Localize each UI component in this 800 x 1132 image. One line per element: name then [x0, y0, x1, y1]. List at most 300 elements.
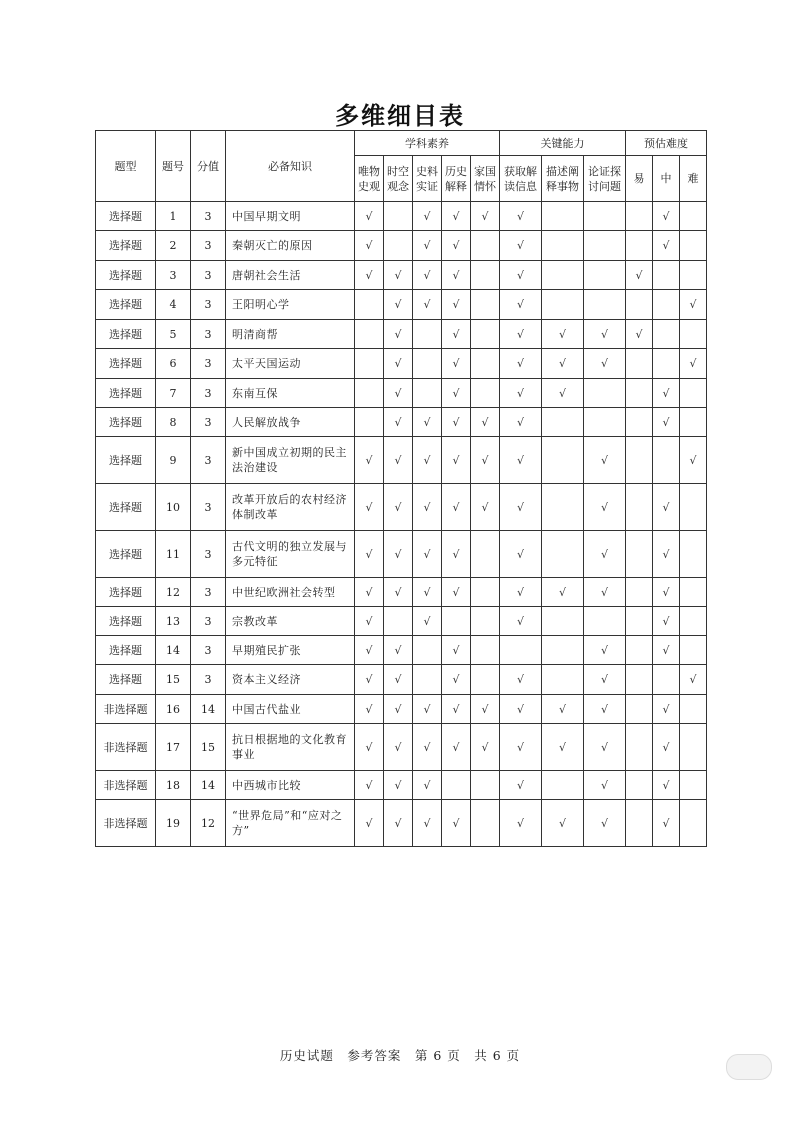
- question-score-cell: 3: [191, 349, 226, 379]
- check-mark: √: [542, 800, 584, 847]
- empty-cell: [542, 484, 584, 531]
- check-mark: √: [384, 320, 413, 349]
- check-mark: √: [442, 320, 471, 349]
- question-type-cell: 选择题: [96, 531, 156, 578]
- knowledge-cell: 宗教改革: [226, 607, 355, 636]
- empty-cell: [680, 800, 707, 847]
- knowledge-cell: 古代文明的独立发展与多元特征: [226, 531, 355, 578]
- table-row: [96, 607, 707, 636]
- empty-cell: [542, 231, 584, 261]
- check-mark: √: [355, 202, 384, 231]
- table-row: [96, 379, 707, 408]
- check-mark: √: [413, 800, 442, 847]
- check-mark: √: [384, 290, 413, 320]
- table-row: [96, 484, 707, 531]
- check-mark: √: [653, 578, 680, 607]
- empty-cell: [626, 484, 653, 531]
- check-mark: √: [413, 578, 442, 607]
- table-row: [96, 578, 707, 607]
- check-mark: √: [500, 665, 542, 695]
- specification-table: [95, 130, 707, 847]
- check-mark: √: [442, 408, 471, 437]
- empty-cell: [542, 531, 584, 578]
- empty-cell: [542, 665, 584, 695]
- check-mark: √: [413, 607, 442, 636]
- watermark-badge: [726, 1054, 772, 1080]
- check-mark: √: [384, 800, 413, 847]
- knowledge-cell: 中世纪欧洲社会转型: [226, 578, 355, 607]
- empty-cell: [653, 665, 680, 695]
- table-row: [96, 437, 707, 484]
- check-mark: √: [355, 231, 384, 261]
- empty-cell: [584, 379, 626, 408]
- knowledge-cell: 中国古代盐业: [226, 695, 355, 724]
- question-score-cell: 14: [191, 695, 226, 724]
- empty-cell: [471, 771, 500, 800]
- empty-cell: [413, 320, 442, 349]
- empty-cell: [584, 261, 626, 290]
- empty-cell: [355, 349, 384, 379]
- check-mark: √: [584, 636, 626, 665]
- check-mark: √: [355, 578, 384, 607]
- empty-cell: [413, 379, 442, 408]
- check-mark: √: [542, 320, 584, 349]
- empty-cell: [542, 408, 584, 437]
- table-row: [96, 408, 707, 437]
- header-difficulty-medium: 中: [653, 156, 680, 202]
- table-row: [96, 349, 707, 379]
- check-mark: √: [500, 408, 542, 437]
- question-type-cell: 选择题: [96, 607, 156, 636]
- header-literacy-4: 历史解释: [442, 156, 471, 202]
- empty-cell: [471, 665, 500, 695]
- question-type-cell: 选择题: [96, 437, 156, 484]
- empty-cell: [584, 607, 626, 636]
- check-mark: √: [584, 484, 626, 531]
- check-mark: √: [471, 437, 500, 484]
- knowledge-cell: 抗日根据地的文化教育事业: [226, 724, 355, 771]
- empty-cell: [471, 231, 500, 261]
- table-row: [96, 636, 707, 665]
- check-mark: √: [653, 695, 680, 724]
- header-type: 题型: [96, 131, 156, 202]
- check-mark: √: [500, 202, 542, 231]
- question-score-cell: 3: [191, 320, 226, 349]
- check-mark: √: [653, 484, 680, 531]
- check-mark: √: [500, 261, 542, 290]
- check-mark: √: [442, 724, 471, 771]
- header-difficulty-easy: 易: [626, 156, 653, 202]
- empty-cell: [471, 636, 500, 665]
- header-row-top: [96, 131, 707, 156]
- check-mark: √: [355, 261, 384, 290]
- question-type-cell: 选择题: [96, 408, 156, 437]
- check-mark: √: [355, 636, 384, 665]
- check-mark: √: [384, 724, 413, 771]
- question-score-cell: 3: [191, 231, 226, 261]
- check-mark: √: [413, 261, 442, 290]
- check-mark: √: [413, 695, 442, 724]
- question-number-cell: 7: [156, 379, 191, 408]
- header-literacy-1: 唯物史观: [355, 156, 384, 202]
- empty-cell: [413, 636, 442, 665]
- empty-cell: [626, 349, 653, 379]
- empty-cell: [626, 437, 653, 484]
- question-number-cell: 5: [156, 320, 191, 349]
- check-mark: √: [413, 408, 442, 437]
- question-type-cell: 选择题: [96, 261, 156, 290]
- check-mark: √: [653, 202, 680, 231]
- empty-cell: [680, 636, 707, 665]
- question-score-cell: 3: [191, 607, 226, 636]
- check-mark: √: [355, 484, 384, 531]
- empty-cell: [500, 636, 542, 665]
- empty-cell: [680, 231, 707, 261]
- check-mark: √: [584, 320, 626, 349]
- check-mark: √: [384, 408, 413, 437]
- empty-cell: [442, 607, 471, 636]
- empty-cell: [680, 695, 707, 724]
- check-mark: √: [384, 695, 413, 724]
- check-mark: √: [680, 437, 707, 484]
- empty-cell: [542, 437, 584, 484]
- check-mark: √: [542, 349, 584, 379]
- check-mark: √: [384, 578, 413, 607]
- empty-cell: [413, 349, 442, 379]
- check-mark: √: [355, 800, 384, 847]
- question-type-cell: 非选择题: [96, 724, 156, 771]
- empty-cell: [442, 771, 471, 800]
- empty-cell: [626, 408, 653, 437]
- knowledge-cell: 新中国成立初期的民主法治建设: [226, 437, 355, 484]
- empty-cell: [384, 231, 413, 261]
- check-mark: √: [355, 437, 384, 484]
- check-mark: √: [500, 290, 542, 320]
- check-mark: √: [442, 261, 471, 290]
- check-mark: √: [471, 484, 500, 531]
- empty-cell: [680, 724, 707, 771]
- check-mark: √: [355, 771, 384, 800]
- empty-cell: [680, 484, 707, 531]
- check-mark: √: [442, 231, 471, 261]
- check-mark: √: [680, 290, 707, 320]
- check-mark: √: [384, 261, 413, 290]
- question-number-cell: 16: [156, 695, 191, 724]
- question-score-cell: 3: [191, 202, 226, 231]
- check-mark: √: [442, 379, 471, 408]
- empty-cell: [626, 607, 653, 636]
- header-knowledge: 必备知识: [226, 131, 355, 202]
- question-number-cell: 9: [156, 437, 191, 484]
- question-score-cell: 3: [191, 437, 226, 484]
- empty-cell: [471, 349, 500, 379]
- table-row: [96, 724, 707, 771]
- check-mark: √: [500, 484, 542, 531]
- knowledge-cell: 太平天国运动: [226, 349, 355, 379]
- table-row: [96, 261, 707, 290]
- knowledge-cell: 东南互保: [226, 379, 355, 408]
- check-mark: √: [542, 724, 584, 771]
- empty-cell: [626, 636, 653, 665]
- empty-cell: [680, 320, 707, 349]
- question-number-cell: 1: [156, 202, 191, 231]
- check-mark: √: [442, 437, 471, 484]
- header-literacy-2: 时空观念: [384, 156, 413, 202]
- check-mark: √: [413, 231, 442, 261]
- question-number-cell: 10: [156, 484, 191, 531]
- check-mark: √: [384, 531, 413, 578]
- check-mark: √: [500, 531, 542, 578]
- check-mark: √: [471, 202, 500, 231]
- empty-cell: [542, 202, 584, 231]
- check-mark: √: [442, 484, 471, 531]
- knowledge-cell: 中西城市比较: [226, 771, 355, 800]
- question-type-cell: 非选择题: [96, 695, 156, 724]
- empty-cell: [471, 320, 500, 349]
- empty-cell: [384, 202, 413, 231]
- question-type-cell: 选择题: [96, 578, 156, 607]
- empty-cell: [653, 261, 680, 290]
- question-type-cell: 选择题: [96, 349, 156, 379]
- check-mark: √: [413, 531, 442, 578]
- knowledge-cell: “世界危局”和“应对之方”: [226, 800, 355, 847]
- knowledge-cell: 早期殖民扩张: [226, 636, 355, 665]
- question-number-cell: 6: [156, 349, 191, 379]
- check-mark: √: [384, 349, 413, 379]
- check-mark: √: [680, 665, 707, 695]
- check-mark: √: [584, 771, 626, 800]
- check-mark: √: [355, 724, 384, 771]
- question-score-cell: 3: [191, 531, 226, 578]
- check-mark: √: [542, 379, 584, 408]
- check-mark: √: [653, 379, 680, 408]
- check-mark: √: [442, 290, 471, 320]
- check-mark: √: [500, 695, 542, 724]
- empty-cell: [626, 231, 653, 261]
- empty-cell: [471, 379, 500, 408]
- check-mark: √: [413, 290, 442, 320]
- question-number-cell: 18: [156, 771, 191, 800]
- empty-cell: [471, 578, 500, 607]
- empty-cell: [584, 408, 626, 437]
- check-mark: √: [471, 724, 500, 771]
- table-row: [96, 695, 707, 724]
- check-mark: √: [542, 578, 584, 607]
- check-mark: √: [442, 531, 471, 578]
- check-mark: √: [653, 231, 680, 261]
- header-difficulty-hard: 难: [680, 156, 707, 202]
- empty-cell: [653, 349, 680, 379]
- check-mark: √: [584, 578, 626, 607]
- header-group-difficulty: 预估难度: [626, 131, 707, 156]
- check-mark: √: [471, 408, 500, 437]
- empty-cell: [680, 578, 707, 607]
- header-ability-3: 论证探讨问题: [584, 156, 626, 202]
- header-ability-1: 获取解读信息: [500, 156, 542, 202]
- question-score-cell: 12: [191, 800, 226, 847]
- check-mark: √: [653, 607, 680, 636]
- question-type-cell: 选择题: [96, 636, 156, 665]
- check-mark: √: [584, 349, 626, 379]
- question-score-cell: 3: [191, 379, 226, 408]
- check-mark: √: [584, 724, 626, 771]
- empty-cell: [626, 665, 653, 695]
- question-score-cell: 3: [191, 261, 226, 290]
- check-mark: √: [653, 531, 680, 578]
- question-type-cell: 选择题: [96, 202, 156, 231]
- header-group-ability: 关键能力: [500, 131, 626, 156]
- empty-cell: [471, 531, 500, 578]
- header-ability-2: 描述阐释事物: [542, 156, 584, 202]
- check-mark: √: [584, 531, 626, 578]
- empty-cell: [680, 202, 707, 231]
- question-type-cell: 选择题: [96, 665, 156, 695]
- check-mark: √: [413, 437, 442, 484]
- check-mark: √: [471, 695, 500, 724]
- check-mark: √: [542, 695, 584, 724]
- check-mark: √: [680, 349, 707, 379]
- check-mark: √: [500, 607, 542, 636]
- table-row: [96, 800, 707, 847]
- check-mark: √: [442, 578, 471, 607]
- question-score-cell: 3: [191, 484, 226, 531]
- question-number-cell: 17: [156, 724, 191, 771]
- empty-cell: [680, 408, 707, 437]
- question-type-cell: 选择题: [96, 379, 156, 408]
- table-row: [96, 231, 707, 261]
- empty-cell: [626, 531, 653, 578]
- question-number-cell: 19: [156, 800, 191, 847]
- question-score-cell: 3: [191, 636, 226, 665]
- question-type-cell: 非选择题: [96, 800, 156, 847]
- check-mark: √: [653, 408, 680, 437]
- check-mark: √: [653, 800, 680, 847]
- empty-cell: [355, 290, 384, 320]
- empty-cell: [584, 202, 626, 231]
- check-mark: √: [413, 484, 442, 531]
- question-score-cell: 3: [191, 578, 226, 607]
- check-mark: √: [413, 771, 442, 800]
- empty-cell: [584, 231, 626, 261]
- empty-cell: [413, 665, 442, 695]
- page-footer: 历史试题 参考答案 第 6 页 共 6 页: [279, 1048, 521, 1063]
- table-row: [96, 771, 707, 800]
- check-mark: √: [355, 531, 384, 578]
- question-number-cell: 2: [156, 231, 191, 261]
- empty-cell: [384, 607, 413, 636]
- table-row: [96, 202, 707, 231]
- check-mark: √: [384, 665, 413, 695]
- empty-cell: [680, 379, 707, 408]
- header-literacy-5: 家国情怀: [471, 156, 500, 202]
- check-mark: √: [500, 578, 542, 607]
- check-mark: √: [442, 800, 471, 847]
- knowledge-cell: 中国早期文明: [226, 202, 355, 231]
- empty-cell: [680, 607, 707, 636]
- empty-cell: [471, 607, 500, 636]
- empty-cell: [542, 290, 584, 320]
- check-mark: √: [653, 724, 680, 771]
- empty-cell: [680, 531, 707, 578]
- empty-cell: [653, 290, 680, 320]
- check-mark: √: [626, 320, 653, 349]
- check-mark: √: [413, 202, 442, 231]
- knowledge-cell: 王阳明心学: [226, 290, 355, 320]
- check-mark: √: [584, 695, 626, 724]
- page-title: 多维细目表: [335, 102, 465, 130]
- knowledge-cell: 资本主义经济: [226, 665, 355, 695]
- table-row: [96, 320, 707, 349]
- header-number: 题号: [156, 131, 191, 202]
- check-mark: √: [500, 349, 542, 379]
- question-type-cell: 选择题: [96, 231, 156, 261]
- check-mark: √: [653, 771, 680, 800]
- knowledge-cell: 秦朝灭亡的原因: [226, 231, 355, 261]
- question-score-cell: 3: [191, 290, 226, 320]
- table-row: [96, 665, 707, 695]
- question-type-cell: 选择题: [96, 290, 156, 320]
- knowledge-cell: 改革开放后的农村经济体制改革: [226, 484, 355, 531]
- check-mark: √: [500, 379, 542, 408]
- empty-cell: [471, 261, 500, 290]
- empty-cell: [626, 724, 653, 771]
- question-number-cell: 14: [156, 636, 191, 665]
- question-score-cell: 3: [191, 665, 226, 695]
- question-score-cell: 14: [191, 771, 226, 800]
- check-mark: √: [384, 437, 413, 484]
- empty-cell: [653, 320, 680, 349]
- check-mark: √: [384, 771, 413, 800]
- empty-cell: [626, 695, 653, 724]
- empty-cell: [626, 202, 653, 231]
- check-mark: √: [584, 665, 626, 695]
- empty-cell: [471, 290, 500, 320]
- question-number-cell: 3: [156, 261, 191, 290]
- empty-cell: [355, 408, 384, 437]
- knowledge-cell: 明清商帮: [226, 320, 355, 349]
- empty-cell: [626, 800, 653, 847]
- check-mark: √: [442, 202, 471, 231]
- empty-cell: [584, 290, 626, 320]
- check-mark: √: [500, 437, 542, 484]
- header-group-literacy: 学科素养: [355, 131, 500, 156]
- empty-cell: [542, 636, 584, 665]
- empty-cell: [626, 771, 653, 800]
- check-mark: √: [413, 724, 442, 771]
- check-mark: √: [584, 800, 626, 847]
- check-mark: √: [355, 665, 384, 695]
- empty-cell: [355, 379, 384, 408]
- check-mark: √: [653, 636, 680, 665]
- question-type-cell: 非选择题: [96, 771, 156, 800]
- check-mark: √: [442, 695, 471, 724]
- question-type-cell: 选择题: [96, 484, 156, 531]
- check-mark: √: [442, 349, 471, 379]
- check-mark: √: [500, 800, 542, 847]
- question-score-cell: 3: [191, 408, 226, 437]
- check-mark: √: [442, 636, 471, 665]
- question-number-cell: 13: [156, 607, 191, 636]
- table-row: [96, 531, 707, 578]
- header-literacy-3: 史料实证: [413, 156, 442, 202]
- empty-cell: [471, 800, 500, 847]
- check-mark: √: [626, 261, 653, 290]
- question-number-cell: 8: [156, 408, 191, 437]
- question-number-cell: 12: [156, 578, 191, 607]
- empty-cell: [626, 290, 653, 320]
- check-mark: √: [442, 665, 471, 695]
- check-mark: √: [500, 724, 542, 771]
